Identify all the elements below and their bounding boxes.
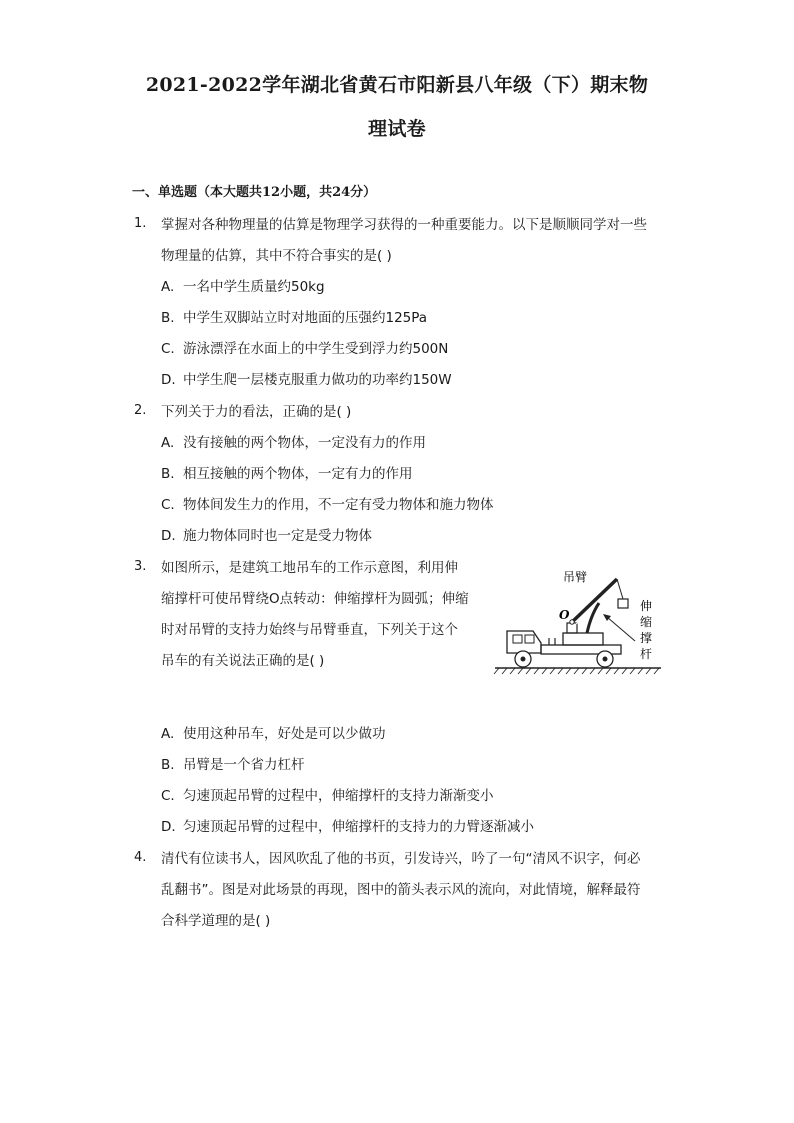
option-text: 施力物体同时也一定是受力物体 [183, 528, 372, 544]
answer-option [161, 493, 494, 513]
answer-option [161, 815, 534, 835]
answer-option [161, 784, 494, 804]
question-text: 乱翻书”。图是对此场景的再现，图中的箭头表示风的流向，对此情境，解释最符 [161, 882, 641, 898]
question-text: 缩撑杆可使吊臂绕O点转动：伸缩撑杆为圆弧；伸缩 [161, 591, 469, 607]
option-label: D. [161, 819, 176, 835]
answer-option [161, 368, 452, 388]
option-label: A. [161, 279, 175, 295]
rod-label-char: 缩 [640, 615, 653, 629]
option-text: 使用这种吊车，好处是可以少做功 [183, 726, 386, 742]
question-number: 2. [134, 403, 147, 418]
rod-label-char: 伸 [640, 599, 653, 613]
rod-label-char: 撑 [640, 631, 653, 645]
page-title-line-1: 2021-2022学年湖北省黄石市阳新县八年级（下）期末物 [145, 74, 649, 96]
question-text: 如图所示，是建筑工地吊车的工作示意图，利用伸 [161, 560, 458, 576]
question-text: 吊车的有关说法正确的是( ) [161, 653, 325, 669]
answer-option [161, 337, 448, 357]
option-label: A. [161, 726, 175, 742]
option-text: 一名中学生质量约50kg [183, 279, 325, 295]
question-text: 掌握对各种物理量的估算是物理学习获得的一种重要能力。以下是顺顺同学对一些 [161, 217, 647, 233]
option-label: B. [161, 310, 175, 326]
option-label: A. [161, 435, 175, 451]
option-label: B. [161, 466, 175, 482]
option-label: C. [161, 788, 175, 804]
answer-option [161, 524, 372, 544]
option-label: B. [161, 757, 175, 773]
question-text: 合科学道理的是( ) [161, 913, 271, 929]
option-text: 中学生双脚站立时对地面的压强约125Pa [183, 310, 428, 326]
answer-option [161, 431, 426, 451]
option-text: 相互接触的两个物体，一定有力的作用 [183, 466, 413, 482]
option-text: 中学生爬一层楼克服重力做功的功率约150W [183, 372, 452, 388]
question-text: 清代有位读书人，因风吹乱了他的书页，引发诗兴，吟了一句“清风不识字，何必 [161, 851, 641, 867]
answer-option [161, 753, 305, 773]
option-label: C. [161, 497, 175, 513]
question-text: 时对吊臂的支持力始终与吊臂垂直，下列关于这个 [161, 622, 458, 638]
question-number: 1. [134, 216, 147, 231]
arm-label: 吊臂 [563, 570, 588, 584]
option-text: 物体间发生力的作用，不一定有受力物体和施力物体 [183, 497, 494, 513]
crane-diagram [493, 563, 663, 678]
answer-option [161, 275, 325, 295]
option-text: 吊臂是一个省力杠杆 [183, 757, 305, 773]
option-label: D. [161, 528, 176, 544]
answer-option [161, 306, 427, 326]
question-number: 3. [134, 559, 147, 574]
answer-option [161, 722, 386, 742]
option-label: D. [161, 372, 176, 388]
option-text: 没有接触的两个物体，一定没有力的作用 [183, 435, 426, 451]
question-text: 物理量的估算，其中不符合事实的是( ) [161, 248, 392, 264]
option-text: 匀速顶起吊臂的过程中，伸缩撑杆的支持力渐渐变小 [183, 788, 494, 804]
question-text: 下列关于力的看法，正确的是( ) [161, 404, 352, 420]
option-text: 匀速顶起吊臂的过程中，伸缩撑杆的支持力的力臂逐渐减小 [183, 819, 534, 835]
rod-label-char: 杆 [640, 647, 653, 661]
page-title-line-2: 理试卷 [368, 118, 426, 140]
question-number: 4. [134, 850, 147, 865]
option-label: C. [161, 341, 175, 357]
option-text: 游泳漂浮在水面上的中学生受到浮力约500N [183, 341, 449, 357]
pivot-label: O [559, 608, 570, 622]
section-heading: 一、单选题（本大题共12小题，共24分） [132, 185, 377, 200]
answer-option [161, 462, 413, 482]
